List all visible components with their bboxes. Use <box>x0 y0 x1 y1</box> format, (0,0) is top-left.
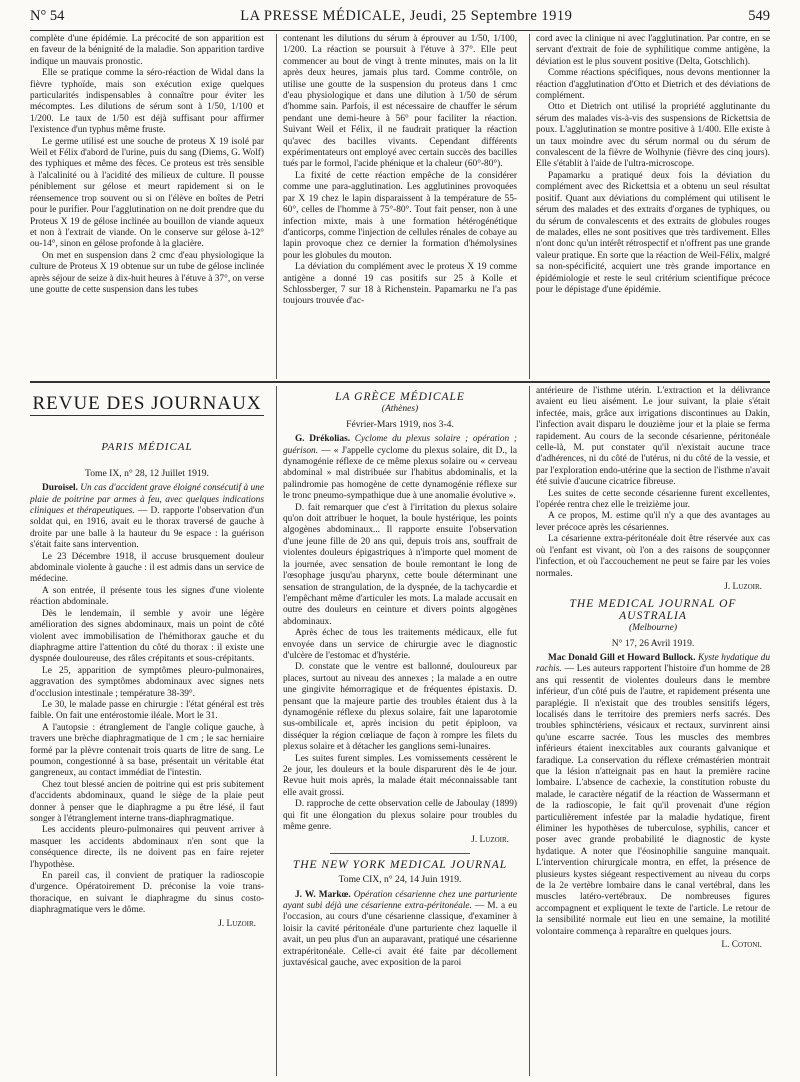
paragraph: antérieure de l'isthme utérin. L'extraction et la délivrance avaient eu lieu aisément. Le jour suivant, la plaie s'était infectée, mais, grâce aux irrigations discontinues au Dakin, l'infection avait disparu le douzième jour et la plaie se ferma rapidement. Au cours de la seconde césarienne, péritonéale celle-là, M. put constater qu'il n'existait aucune trace d'adhérences, ni du côté de l'utérus, ni du côté de la vessie, et par l'exploration endo-utérine que la section de l'isthme n'avait été suivie d'aucune cicatrice fibreuse. <box>536 386 770 488</box>
top-column-2 <box>276 34 517 379</box>
page-number: 549 <box>748 8 770 24</box>
paragraph: Les suites furent simples. Les vomissements cessèrent le 2e jour, les douleurs et la boule disparurent dès le 4e jour. Revue huit mois après, la malade était méconnaissable tant elle avait grossi. <box>283 753 517 798</box>
paragraph: Chez tout blessé ancien de poitrine qui est pris subitement d'accidents abdominaux, quand le siège de la plaie peut donner à penser que le diaphragme a pu être lésé, il faut songer à l'étranglement interne trans-diaphragmatique. <box>30 779 264 824</box>
publication-title: LA PRESSE MÉDICALE, Jeudi, 25 Septembre 1919 <box>240 8 573 24</box>
paragraph: complète d'une épidémie. La précocité de son apparition est en faveur de la bénignité de la maladie. Son apparition tardive indique un mauvais pronostic. <box>30 34 264 67</box>
paragraph: La déviation du complément avec le proteus X 19 comme antigène a donné 19 cas positifs sur 25 à Kolle et Schlossberger, 7 sur 18 à Richenstein. Papamarku ne l'a pas toujours trouvée d'ac- <box>283 262 517 307</box>
top-column-3 <box>529 34 770 379</box>
paragraph: contenant les dilutions du sérum à éprouver au 1/50, 1/100, 1/200. La réaction se poursuit à l'étuve à 37°. Elle peut commencer au bout de vingt à trente minutes, mais on la lit après deux heures, jamais plus tard. Comme contrôle, on utilise une goutte de la suspension du proteus dans 1 cmc d'eau physiologique et dans une dilution à 1/50 de sérum d'homme sain. Parfois, il est nécessaire de chauffer le sérum pendant une demi-heure à 56° pour faciliter la réaction. Suivant Weil et Félix, il ne faudrait pratiquer la réaction qu'avec des bacilles vivants. Cependant différents expérimentateurs ont employé avec certain succès des bacilles tués par le formol, l'acide phénique et la chaleur (60°-80°). <box>283 34 517 170</box>
article-author: J. W. Markœ. <box>295 889 351 900</box>
section-divider <box>30 381 770 383</box>
section-title: REVUE DES JOURNAUX <box>30 398 264 416</box>
article-title: Kyste hydatique du rachis. <box>536 652 770 675</box>
paragraph: En pareil cas, il convient de pratiquer la radioscopie d'urgence. Opératoirement D. préconise la voie trans-thoracique, en suivant le diaphragme du sinus costo-diaphragmatique vers le dôme. <box>30 871 264 916</box>
paragraph: D. constate que le ventre est ballonné, douloureux par places, surtout au niveau des annexes ; la malade a en outre une gingivite hémorragique et de fréquentes épistaxis. D. pensant que la majeure partie des troubles étaient dus à la dynamogénie réflexe du plexus solaire, fait une laparotomie sus-ombilicale et, après incision du petit épiploon, va disséquer la région cœliaque de façon à rompre les filets du plexus solaire et à détacher les ganglions semi-lunaires. <box>283 662 517 753</box>
paragraph: La césarienne extra-péritonéale doit être réservée aux cas où l'enfant est vivant, où l'on a des raisons de soupçonner l'infection, et où l'accouchement ne peut se faire par les voies normales. <box>536 534 770 579</box>
article-author: Duroisel. <box>42 483 78 494</box>
journal-issue: Tome CIX, n° 24, 14 Juin 1919. <box>338 874 462 886</box>
journal-issue: Février-Mars 1919, nos 3-4. <box>346 418 454 430</box>
paragraph: Papamarku a pratiqué deux fois la déviation du complément avec des Rickettsia et a obtenu un seul résultat positif. Quant aux déviations du complément qui utilisent le sérum des malades et des extraits d'organes de typhiques, ou du sérum de convalescents et des extraits de globules rouges de malades, elles ne sont positives que très tardivement. Elles n'ont donc qu'un intérêt rétrospectif et n'offrent pas une grande valeur pratique. En sorte que la réaction de Weil-Félix, malgré sa non-spécificité, acquiert une très grande importance en épidémiologie et reste le seul critérium scientifique précoce pour le dépistage d'une épidémie. <box>536 170 770 295</box>
paragraph: — D. rapporte l'observation d'un soldat qui, en 1916, avait eu le thorax traversé de gauche à droite par une balle à la hauteur du 9e espace : la guérison s'était faite sans intervention. <box>30 506 264 551</box>
article-title: Un cas d'accident grave éloigné consécutif à une plaie de poitrine par armes à feu, avec quelques indications cliniques et thérapeutiques. <box>30 483 264 517</box>
bottom-column-1 <box>30 386 264 1076</box>
paragraph: — Les auteurs rapportent l'histoire d'un homme de 28 ans qui ressentit de violentes douleurs dans le membre inférieur, d'un côté puis de l'autre, et rapidement présenta une paraplégie. Il n'existait que des troubles sensitifs légers, localisés dans le territoire des premiers nerfs sacrés. Des troubles sphinctériens, vésicaux et rectaux, survinrent ainsi qu'une escarre sacrée. Tous les muscles des membres inférieurs étaient inexcitables aux courants galvanique et faradique. La conservation du réflexe crémastérien montrait que la lésion n'atteignait pas en haut la première racine lombaire. L'absence de cachexie, la constitution robuste du malade, le caractère négatif de la réaction de Wassermann et de la radioscopie, le fait qu'il provenait d'une région particulièrement infestée par la maladie hydatique, firent éliminer les hypothèses de tuberculose, syphilis, cancer et poser avec grande probabilité le diagnostic de kyste hydatique. A noter que l'éosinophilie sanguine manquait. L'intervention chirurgicale montra, en effet, la présence de plusieurs kystes siégeant respectivement au niveau du corps de la 2e vertèbre lombaire dans le canal vertébral, dans les muscles latéro-vertébraux. De nombreuses figures accompagnent et expliquent le texte de l'article. Le retour de la sensibilité normale eut lieu en une semaine, la motilité volontaire commença à reparaître en quelques jours. <box>536 664 770 937</box>
signature: J. Luzoir. <box>724 581 762 592</box>
paragraph: Le 30, le malade passe en chirurgie : l'état général est très faible. On fait une entérostomie iléale. Mort le 31. <box>30 699 264 722</box>
journal-issue: N° 17, 26 Avril 1919. <box>611 637 695 649</box>
article-divider <box>330 853 470 854</box>
issue-number: N° 54 <box>30 8 65 24</box>
paragraph: — M. a eu l'occasion, au cours d'une césarienne classique, d'examiner à loisir la cavité péritonéale d'une parturiente chez laquelle il avait, un peu plus d'un an auparavant, pratiqué une césarienne extrapéritonéale. Celle-ci avait été faite par décollement juxtavésical gauche, avec exposition de la paroi <box>283 901 517 969</box>
journal-name: THE MEDICAL JOURNAL OF AUSTRALIA <box>569 598 737 622</box>
paragraph: — « J'appelle cyclome du plexus solaire, dit D., la dynamogénie réflexe de ce même plexus solaire ou « cerveau abdominal » mal distribuée sur l'habitus abdominalis, et la palindromie pas homogène de cette dynamogénie réflexe sur le tronc pneumo-sympathique due à une anomalie évolutive ». <box>283 445 517 502</box>
paragraph: Otto et Dietrich ont utilisé la propriété agglutinante du sérum des malades vis-à-vis des suspensions de Rickettsia de poux. L'agglutination se montre positive à 1/400. Elle existe à un taux moindre avec du sérum normal ou du sérum de convalescent de la fièvre de Wolhynie (fièvre des cinq jours). Elle s'établit à l'aide de l'ultra-microscope. <box>536 102 770 170</box>
article-title: Opération césarienne chez une parturiente ayant subi déjà une césarienne extra-péritonéale. <box>283 889 517 912</box>
top-article <box>30 34 770 379</box>
running-header <box>30 8 770 31</box>
top-column-1 <box>30 34 264 379</box>
signature: J. Luzoir. <box>471 835 509 846</box>
paragraph: La fixité de cette réaction empêche de la considérer comme une para-agglutination. Les agglutinines provoquées par X 19 chez le lapin disparaissent à la température de 55-60°, celles de l'homme à 75°-80°. Tout fait penser, non à une infection mixte, mais à une formation hétérogénétique d'anticorps, comme l'injection de cellules rénales de cobaye au lapin provoque chez ce dernier la formation d'hémolysines pour les globules du mouton. <box>283 170 517 261</box>
bottom-column-2 <box>276 386 517 1076</box>
paragraph: A l'autopsie : étranglement de l'angle colique gauche, à travers une brèche diaphragmatique de 1 cm ; le sac herniaire formé par la plèvre contenait trois quarts de litre de sang. Le poumon, congestionné à sa base, présentait un véritable état gangreneux, au contact immédiat de l'intestin. <box>30 722 264 779</box>
journal-name: LA GRÈCE MÉDICALE <box>335 391 465 403</box>
paragraph: D. rapproche de cette observation celle de Jaboulay (1899) qui fit une élongation du plexus solaire pour troubles du même genre. <box>283 799 517 833</box>
paragraph: Le germe utilisé est une souche de proteus X 19 isolé par Weil et Félix d'abord de l'urine, puis du sang (Diems, G. Wolf) des typhiques et même des fèces. Ce proteus est très sensible à l'alcalinité ou à l'acidité des milieux de culture. Il pousse péniblement sur gélose et meurt rapidement si on le réensemence trop souvent ou si on l'élève en boîtes de Petri pour le purifier. Pour l'agglutination on ne doit prendre que du Proteus X 19 de gélose inclinée au bouillon de viande aqueux et non à l'extrait de viande. On le conserve sur gélose à-12° ou-14°, sinon en gélose profonde à la glacière. <box>30 136 264 250</box>
journal-issue: Tome IX, n° 28, 12 Juillet 1919. <box>85 467 209 479</box>
paragraph: Le 25, apparition de symptômes pleuro-pulmonaires, aggravation des symptômes abdominaux avec signes nets d'occlusion intestinale ; température 38-39°. <box>30 665 264 699</box>
paragraph: A son entrée, il présente tous les signes d'une violente réaction abdominale. <box>30 585 264 608</box>
paragraph: Comme réactions spécifiques, nous devons mentionner la réaction d'agglutination d'Otto et Dietrich et des déviations de complément. <box>536 68 770 102</box>
paragraph: On met en suspension dans 2 cmc d'eau physiologique la culture de Proteus X 19 obtenue sur un tube de gélose inclinée après séjour de seize à dix-huit heures à l'étuve à 37°, on verse une goutte de cette suspension dans les tubes <box>30 250 264 295</box>
journal-name: THE NEW YORK MEDICAL JOURNAL <box>292 858 508 871</box>
article-author: Mac Donald Gill et Howard Bullock. <box>548 652 696 663</box>
journal-place: (Melbourne) <box>628 623 677 634</box>
bottom-column-3 <box>529 386 770 1076</box>
signature: J. Luzoir. <box>218 918 256 929</box>
revue-des-journaux <box>30 386 770 1076</box>
paragraph: Les accidents pleuro-pulmonaires qui peuvent arriver à masquer les accidents abdominaux n'en sont que la conséquence directe, ils ne doivent pas en faire rejeter l'hypothèse. <box>30 825 264 870</box>
signature: L. Cotoni. <box>721 940 762 951</box>
article-title: Cyclome du plexus solaire ; opération ; guérison. <box>283 434 517 456</box>
journal-name: PARIS MÉDICAL <box>101 441 193 454</box>
paragraph: Les suites de cette seconde césarienne furent excellentes, l'opérée rentra chez elle le treizième jour. <box>536 488 770 511</box>
article-author: G. Drékolias. <box>295 434 351 445</box>
paragraph: Elle se pratique comme la séro-réaction de Widal dans la fièvre typhoïde, mais son exécution exige quelques particularités indispensables à connaître pour éviter les mécomptes. Les dilutions de sérum sont à 1/50, 1/100 et 1/200. Le taux de 1/50 est déjà suffisant pour affirmer l'existence d'un typhus même fruste. <box>30 68 264 136</box>
journal-place: (Athènes) <box>381 404 419 415</box>
paragraph: D. fait remarquer que c'est à l'irritation du plexus solaire qu'on doit attribuer le hoquet, la boule hystérique, les points algogènes abdominaux... Il rapporte ensuite l'observation d'une jeune fille de 20 ans qui, depuis trois ans, souffrait de violentes douleurs épigastriques à n'importe quel moment de la journée, avec sensation de boule remontant le long de l'œsophage jusqu'au pharynx, cette boule déterminant une sensation de strangulation, de la dyspnée, de la tachycardie et l'empêchant même d'articuler les mots. La malade accusait en outre des douleurs en ceinture et divers points algogènes abdominaux. <box>283 502 517 627</box>
paragraph: Le 23 Décembre 1918, il accuse brusquement douleur abdominale violente à gauche : il est admis dans un service de médecine. <box>30 551 264 585</box>
paragraph: cord avec la clinique ni avec l'agglutination. Par contre, en se servant d'extrait de foie de syphilitique comme antigène, la déviation est le plus souvent positive (Delta, Gotschlich). <box>536 34 770 67</box>
paragraph: Dès le lendemain, il semble y avoir une légère amélioration des signes abdominaux, mais un point de côté violent avec immobilisation de l'hémithorax gauche et du diaphragme attire l'attention du côté du thorax : il existe une dyspnée douloureuse, des râles crépitants et sous-crépitants. <box>30 608 264 665</box>
paragraph: A ce propos, M. estime qu'il n'y a que des avantages au lever précoce après les césariennes. <box>536 511 770 533</box>
paragraph: Après échec de tous les traitements médicaux, elle fut envoyée dans un service de chirurgie avec le diagnostic d'ulcère de l'estomac et d'hystérie. <box>283 628 517 661</box>
